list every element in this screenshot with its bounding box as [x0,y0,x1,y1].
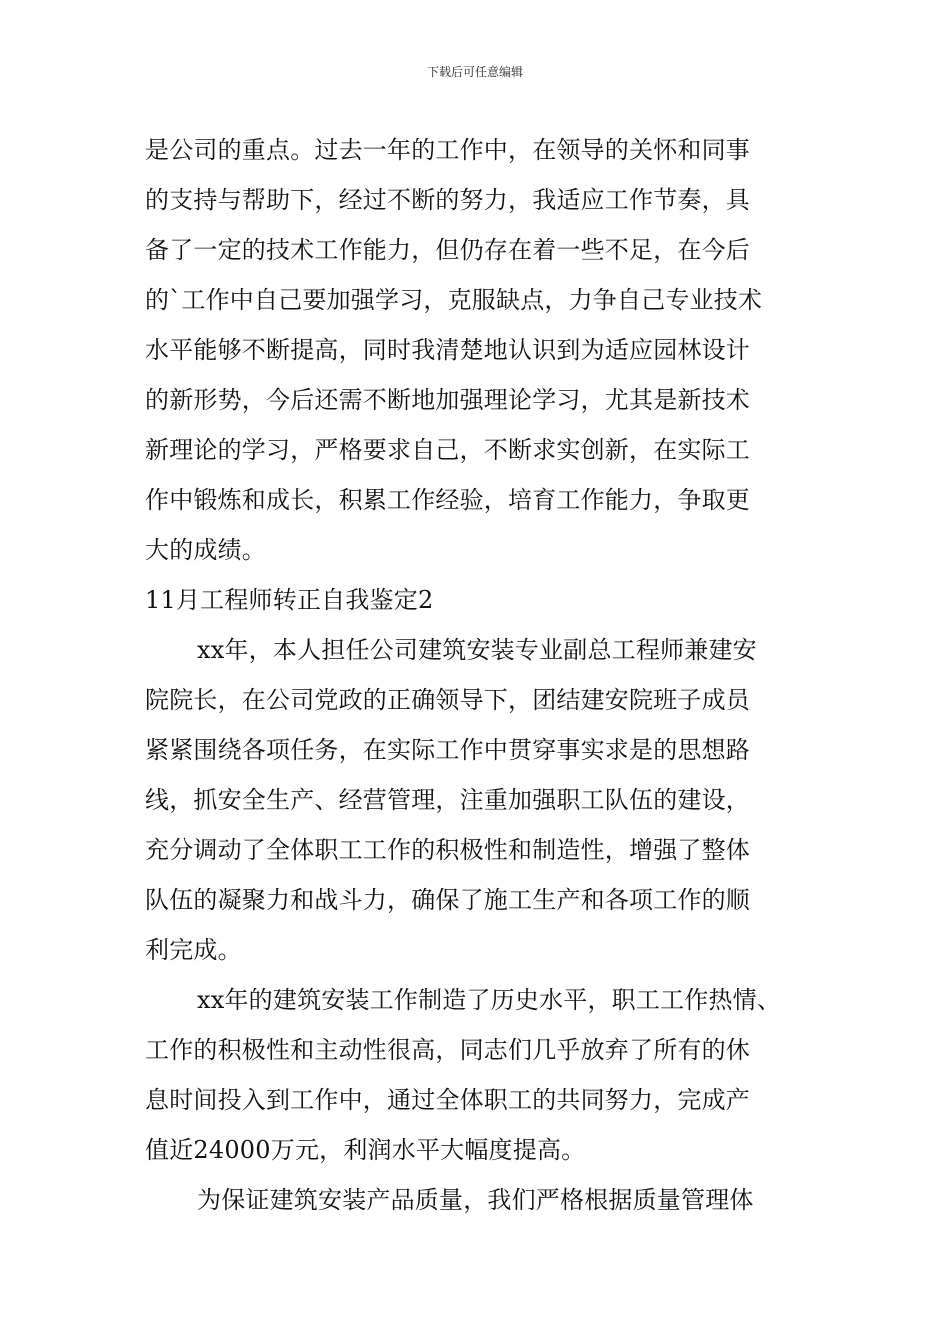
text-line: 院院长，在公司党政的正确领导下，团结建安院班子成员 [145,686,750,714]
text-line: 充分调动了全体职工工作的积极性和制造性，增强了整体 [145,836,750,864]
text-line: 的`工作中自己要加强学习，克服缺点，力争自己专业技术 [145,286,763,314]
text-line: 工作的积极性和主动性很高，同志们几乎放弃了所有的休 [145,1036,750,1064]
text-line: xx年的建筑安装工作制造了历史水平，职工工作热情、 [197,986,782,1014]
text-line: xx年，本人担任公司建筑安装专业副总工程师兼建安 [197,636,757,664]
text-line: 利完成。 [145,936,242,964]
text-line: 的新形势，今后还需不断地加强理论学习，尤其是新技术 [145,386,750,414]
page-header: 下载后可任意编辑 [426,65,523,79]
text-line: 备了一定的技术工作能力，但仍存在着一些不足，在今后 [145,236,750,264]
text-line: 大的成绩。 [145,536,266,564]
text-line: 水平能够不断提高，同时我清楚地认识到为适应园林设计 [145,336,750,364]
text-line: 的支持与帮助下，经过不断的努力，我适应工作节奏，具 [145,186,750,214]
text-line: 新理论的学习，严格要求自己，不断求实创新，在实际工 [145,436,750,464]
text-line: 息时间投入到工作中，通过全体职工的共同努力，完成产 [145,1086,750,1114]
text-line: 为保证建筑安装产品质量，我们严格根据质量管理体 [197,1186,754,1214]
text-line: 紧紧围绕各项任务，在实际工作中贯穿事实求是的思想路 [145,736,750,764]
text-line: 队伍的凝聚力和战斗力，确保了施工生产和各项工作的顺 [145,886,750,914]
text-line: 线，抓安全生产、经营管理，注重加强职工队伍的建设， [145,786,750,814]
text-line: 11月工程师转正自我鉴定2 [145,586,434,614]
document-body [145,125,815,1225]
text-line: 是公司的重点。过去一年的工作中，在领导的关怀和同事 [145,136,750,164]
text-line: 值近24000万元，利润水平大幅度提高。 [145,1136,586,1164]
text-line: 作中锻炼和成长，积累工作经验，培育工作能力，争取更 [145,486,750,514]
